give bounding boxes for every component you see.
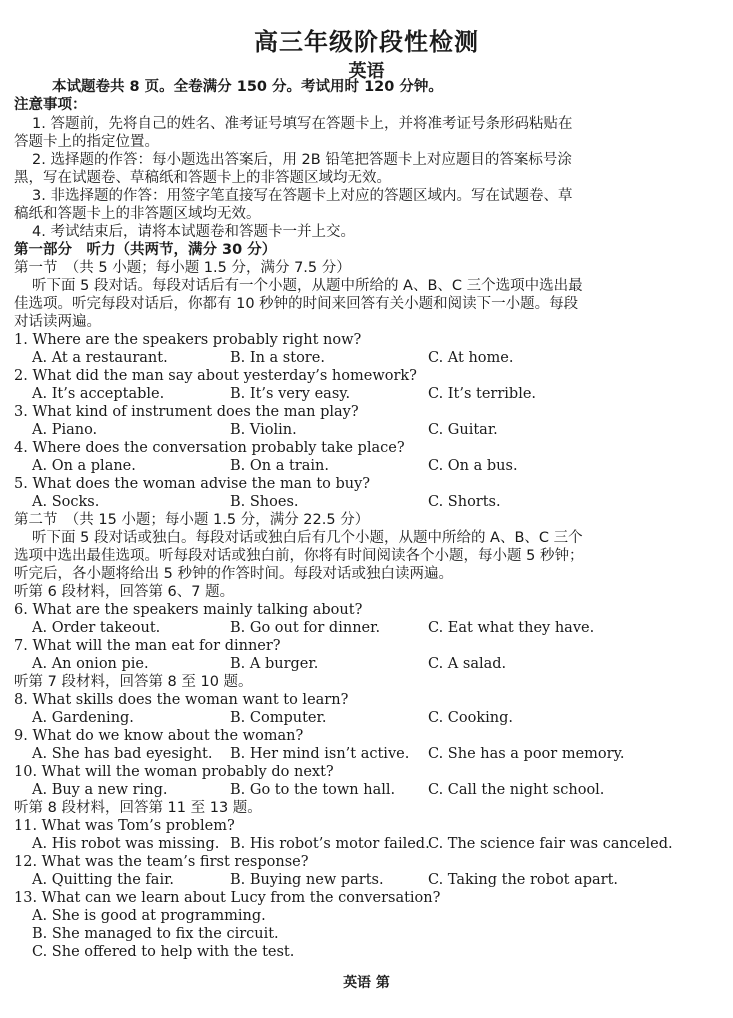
question-text: 11. What was Tom’s problem? — [14, 818, 235, 834]
notice-line: 2. 选择题的作答：每小题选出答案后，用 2B 铅笔把答题卡上对应题目的答案标号涂 — [32, 152, 572, 168]
section2-instruction: 听完后，各小题将给出 5 秒钟的作答时间。每段对话或独白读两遍。 — [14, 566, 453, 582]
question-text: 8. What skills does the woman want to learn? — [14, 692, 349, 708]
option-c: C. Guitar. — [428, 422, 498, 438]
question-text: 4. Where does the conversation probably take place? — [14, 440, 405, 456]
option-c: C. Call the night school. — [428, 782, 605, 798]
notice-line: 4. 考试结束后，请将本试题卷和答题卡一并上交。 — [32, 224, 355, 240]
option-b: B. On a train. — [230, 458, 329, 474]
section1-instruction: 听下面 5 段对话。每段对话后有一个小题，从题中所给的 A、B、C 三个选项中选出最 — [32, 278, 583, 294]
question-text: 12. What was the team’s first response? — [14, 854, 309, 870]
option-a: A. Gardening. — [32, 710, 134, 726]
material-heading: 听第 8 段材料，回答第 11 至 13 题。 — [14, 800, 262, 816]
section1-instruction: 佳选项。听完每段对话后，你都有 10 秒钟的时间来回答有关小题和阅读下一小题。每段 — [14, 296, 579, 312]
option-b: B. It’s very easy. — [230, 386, 351, 402]
option-c: C. She offered to help with the test. — [32, 944, 295, 960]
option-c: C. Cooking. — [428, 710, 514, 726]
section1-instruction: 对话读两遍。 — [14, 314, 101, 330]
option-b: B. His robot’s motor failed. — [230, 836, 430, 852]
option-c: C. Shorts. — [428, 494, 501, 510]
option-a: A. Order takeout. — [32, 620, 161, 636]
section1-heading: 第一节 （共 5 小题；每小题 1.5 分，满分 7.5 分） — [14, 260, 351, 276]
notice-line: 黑，写在试题卷、草稿纸和答题卡上的非答题区域均无效。 — [14, 170, 391, 186]
option-b: B. Go out for dinner. — [230, 620, 381, 636]
section2-instruction: 选项中选出最佳选项。听每段对话或独白前，你将有时间阅读各个小题，每小题 5 秒钟； — [14, 548, 584, 564]
option-a: A. Piano. — [32, 422, 98, 438]
option-a: A. She is good at programming. — [32, 908, 266, 924]
notice-line: 1. 答题前，先将自己的姓名、准考证号填写在答题卡上，并将准考证号条形码粘贴在 — [32, 116, 573, 132]
option-a: A. On a plane. — [32, 458, 136, 474]
notice-line: 3. 非选择题的作答：用签字笔直接写在答题卡上对应的答题区域内。写在试题卷、草 — [32, 188, 573, 204]
option-b: B. Go to the town hall. — [230, 782, 396, 798]
option-c: C. Taking the robot apart. — [428, 872, 619, 888]
option-b: B. Violin. — [230, 422, 297, 438]
option-b: B. Her mind isn’t active. — [230, 746, 410, 762]
question-text: 3. What kind of instrument does the man play? — [14, 404, 359, 420]
question-text: 13. What can we learn about Lucy from the conversation? — [14, 890, 441, 906]
question-text: 9. What do we know about the woman? — [14, 728, 304, 744]
section2-heading: 第二节 （共 15 小题；每小题 1.5 分，满分 22.5 分） — [14, 512, 370, 528]
option-c: C. She has a poor memory. — [428, 746, 625, 762]
question-text: 7. What will the man eat for dinner? — [14, 638, 281, 654]
question-text: 2. What did the man say about yesterday’s homework? — [14, 368, 417, 384]
option-a: A. She has bad eyesight. — [32, 746, 213, 762]
option-c: C. A salad. — [428, 656, 507, 672]
option-a: A. It’s acceptable. — [32, 386, 165, 402]
material-heading: 听第 7 段材料，回答第 8 至 10 题。 — [14, 674, 253, 690]
option-a: A. Socks. — [32, 494, 100, 510]
material-heading: 听第 6 段材料，回答第 6、7 题。 — [14, 584, 235, 600]
option-a: A. His robot was missing. — [32, 836, 220, 852]
option-b: B. In a store. — [230, 350, 325, 366]
question-text: 6. What are the speakers mainly talking about? — [14, 602, 363, 618]
part1-heading: 第一部分 听力（共两节，满分 30 分） — [14, 242, 277, 258]
option-a: A. At a restaurant. — [32, 350, 168, 366]
question-text: 1. Where are the speakers probably right now? — [14, 332, 362, 348]
question-text: 5. What does the woman advise the man to buy? — [14, 476, 371, 492]
subject-title: 英语 — [348, 61, 385, 82]
option-a: A. An onion pie. — [32, 656, 149, 672]
option-a: A. Quitting the fair. — [32, 872, 175, 888]
exam-info: 本试题卷共 8 页。全卷满分 150 分。考试用时 120 分钟。 — [52, 79, 443, 95]
option-b: B. Shoes. — [230, 494, 299, 510]
option-c: C. It’s terrible. — [428, 386, 537, 402]
option-a: A. Buy a new ring. — [32, 782, 168, 798]
section2-instruction: 听下面 5 段对话或独白。每段对话或独白后有几个小题，从题中所给的 A、B、C 三个 — [32, 530, 583, 546]
option-b: B. Computer. — [230, 710, 327, 726]
option-c: C. Eat what they have. — [428, 620, 595, 636]
notice-line: 答题卡上的指定位置。 — [14, 134, 159, 150]
notice-heading: 注意事项： — [14, 97, 87, 113]
option-c: C. At home. — [428, 350, 514, 366]
exam-title: 高三年级阶段性检测 — [254, 28, 479, 56]
option-b: B. A burger. — [230, 656, 319, 672]
option-c: C. On a bus. — [428, 458, 518, 474]
option-b: B. Buying new parts. — [230, 872, 384, 888]
question-text: 10. What will the woman probably do next? — [14, 764, 334, 780]
page-footer: 英语 第 — [343, 975, 390, 991]
option-c: C. The science fair was canceled. — [428, 836, 673, 852]
option-b: B. She managed to fix the circuit. — [32, 926, 279, 942]
notice-line: 稿纸和答题卡上的非答题区域均无效。 — [14, 206, 261, 222]
